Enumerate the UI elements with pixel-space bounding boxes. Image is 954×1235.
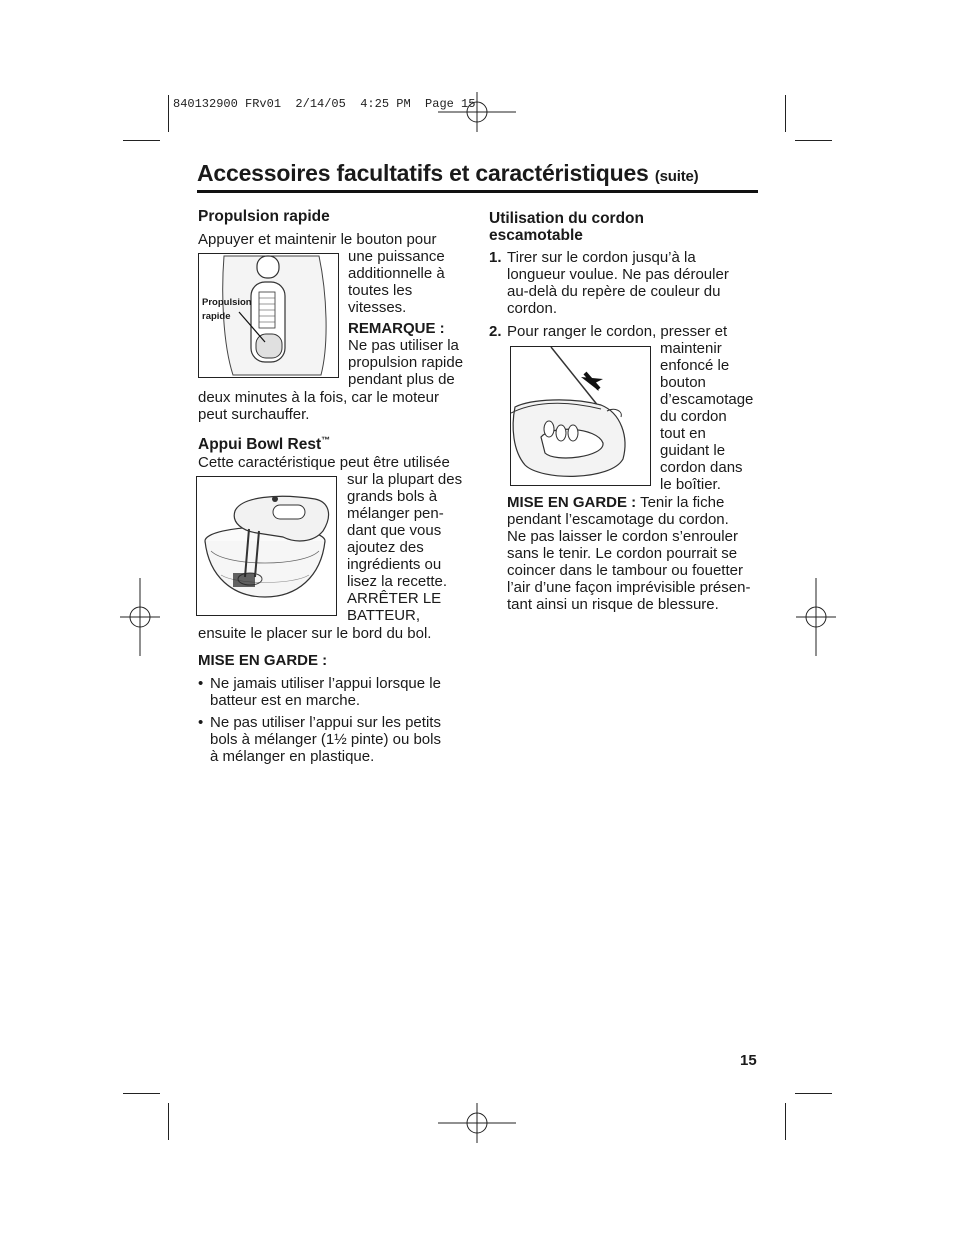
caution-first-line [507, 494, 750, 511]
text-line: toutes les [348, 282, 413, 299]
propulsion-note-tail [198, 389, 439, 423]
title-main: Accessoires facultatifs et caractéristiques [197, 160, 649, 186]
mixer-handle-figure [198, 253, 339, 378]
cord-heading [489, 210, 644, 244]
text-line: maintenir [660, 340, 722, 357]
text-line: deux minutes à la fois, car le moteur [198, 389, 439, 406]
crop-mark [123, 1093, 160, 1094]
text-line: peut surchauffer. [198, 406, 310, 423]
text-line: à mélanger en plastique. [210, 748, 375, 765]
bowl-rest-heading-text: Appui Bowl Rest [198, 436, 322, 454]
text-line: grands bols à [347, 488, 438, 505]
propulsion-intro: Appuyer et maintenir le bouton pour [198, 231, 437, 248]
propulsion-wrap-text [348, 248, 445, 316]
caution-first-text: Tenir la fiche [640, 494, 725, 511]
text-line: ARRÊTER LE [347, 590, 442, 607]
text-line: Tirer sur le cordon jusqu’à la [507, 249, 696, 266]
text-line: Ne pas utiliser la [348, 337, 459, 354]
step-number: 2. [489, 323, 502, 340]
text-line: l’air d’une façon imprévisible présen- [507, 579, 751, 596]
text-line: bols à mélanger (1½ pinte) ou bols [210, 731, 441, 748]
text-line: sur la plupart des [347, 471, 463, 488]
text-line: BATTEUR, [347, 607, 421, 624]
text-line: cordon dans [660, 459, 743, 476]
trademark-symbol: ™ [321, 435, 331, 445]
text-line: propulsion rapide [348, 354, 464, 371]
text-line: du cordon [660, 408, 727, 425]
bowl-rest-intro: Cette caractéristique peut être utilisée [198, 454, 450, 471]
crop-mark [795, 140, 832, 141]
boost-label-line: Propulsion [202, 297, 252, 308]
bowl-rest-caution-label: MISE EN GARDE : [198, 652, 328, 669]
crop-mark [168, 1103, 169, 1140]
bowl-rest-tail: ensuite le placer sur le bord du bol. [198, 625, 432, 642]
text-line: d’escamotage [660, 391, 754, 408]
bowl-rest-illustration [197, 477, 335, 614]
bowl-rest-wrap-text [347, 471, 462, 624]
caution-label: MISE EN GARDE : [507, 494, 637, 511]
crop-mark [785, 95, 786, 132]
note-label: REMARQUE : [348, 320, 445, 337]
page-number: 15 [740, 1052, 757, 1069]
text-line: longueur voulue. Ne pas dérouler [507, 266, 729, 283]
registration-mark [438, 1103, 516, 1143]
text-line: enfoncé le [660, 357, 730, 374]
registration-mark [438, 92, 516, 132]
registration-mark [796, 578, 836, 656]
text-line: bouton [660, 374, 706, 391]
printer-slug: 840132900 FRv01 2/14/05 4:25 PM Page 15 [173, 97, 476, 111]
cord-caution [507, 494, 750, 613]
cord-step-2-wrap [660, 340, 753, 493]
page-title [197, 160, 757, 187]
cord-retract-illustration [511, 347, 649, 484]
step-number: 1. [489, 249, 502, 266]
text-line: dant que vous [347, 522, 442, 539]
propulsion-heading: Propulsion rapide [198, 208, 330, 225]
text-line: Ne pas utiliser l’appui sur les petits [210, 714, 441, 731]
text-line: batteur est en marche. [210, 692, 361, 709]
crop-mark [795, 1093, 832, 1094]
bullet-dot: • [198, 714, 204, 731]
text-line: cordon. [507, 300, 558, 317]
title-rule [197, 190, 758, 193]
text-line: vitesses. [348, 299, 407, 316]
text-line: Ne jamais utiliser l’appui lorsque le [210, 675, 441, 692]
text-line: sans le tenir. Le cordon pourrait se [507, 545, 738, 562]
text-line: Pour ranger le cordon, presser et [507, 323, 728, 340]
text-line: guidant le [660, 442, 726, 459]
crop-mark [168, 95, 169, 132]
registration-mark [120, 578, 160, 656]
text-line: au-delà du repère de couleur du [507, 283, 721, 300]
crop-mark [785, 1103, 786, 1140]
text-line: coincer dans le tambour ou fouetter [507, 562, 743, 579]
text-line: additionnelle à [348, 265, 445, 282]
text-line: ajoutez des [347, 539, 424, 556]
title-suffix: (suite) [654, 168, 699, 185]
text-line: une puissance [348, 248, 445, 265]
text-line: tant ainsi un risque de blessure. [507, 596, 719, 613]
text-line: Ne pas laisser le cordon s’enrouler [507, 528, 738, 545]
text-line: tout en [660, 425, 706, 442]
text-line: lisez la recette. [347, 573, 448, 590]
bowl-rest-figure [196, 476, 337, 616]
crop-mark [123, 140, 160, 141]
text-line: ingrédients ou [347, 556, 442, 573]
bowl-rest-heading [198, 432, 330, 453]
boost-label-line: rapide [202, 311, 231, 322]
text-line: pendant plus de [348, 371, 455, 388]
text-line: le boîtier. [660, 476, 721, 493]
propulsion-note [348, 320, 463, 388]
boost-figure-label [202, 296, 252, 324]
cord-heading-line: escamotable [489, 227, 583, 244]
cord-heading-line: Utilisation du cordon [489, 210, 644, 227]
cord-retract-figure [510, 346, 651, 486]
text-line: mélanger pen- [347, 505, 444, 522]
text-line: pendant l’escamotage du cordon. [507, 511, 729, 528]
bullet-dot: • [198, 675, 204, 692]
